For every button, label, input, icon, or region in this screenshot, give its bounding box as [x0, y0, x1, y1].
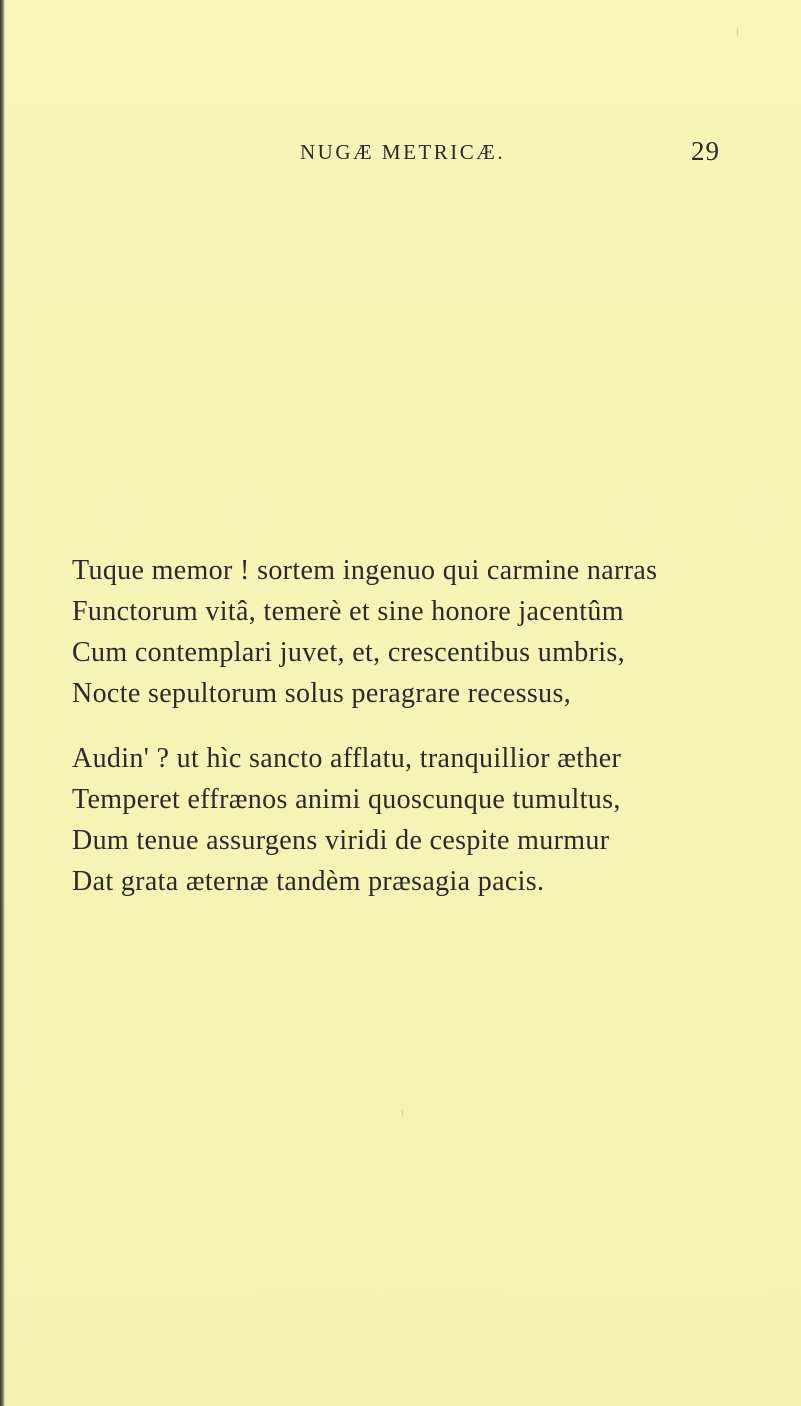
poem-line: Tuque memor ! sortem ingenuo qui carmine narras: [72, 555, 658, 586]
poem-line: Audin' ? ut hìc sancto afflatu, tranquillior æther: [72, 743, 622, 774]
poem-line: Functorum vitâ, temerè et sine honore jacentûm: [72, 596, 624, 627]
poem-line: Dum tenue assurgens viridi de cespite murmur: [72, 825, 610, 856]
paper-speck: [402, 1110, 403, 1116]
poem-line: Cum contemplari juvet, et, crescentibus umbris,: [72, 637, 625, 668]
running-head: NUGÆ METRICÆ.: [300, 140, 506, 164]
page-edge-shadow: [0, 0, 5, 1406]
stanza-1: [72, 550, 792, 714]
stanza-2: [72, 738, 792, 902]
poem-line: Temperet effrænos animi quoscunque tumultus,: [72, 784, 621, 815]
poem: [72, 550, 792, 902]
poem-line: Dat grata æternæ tandèm præsagia pacis.: [72, 866, 545, 897]
page-header: [300, 136, 720, 170]
poem-line: Nocte sepultorum solus peragrare recessus,: [72, 678, 572, 709]
paper-speck: [737, 28, 738, 36]
page-number: 29: [691, 136, 720, 166]
